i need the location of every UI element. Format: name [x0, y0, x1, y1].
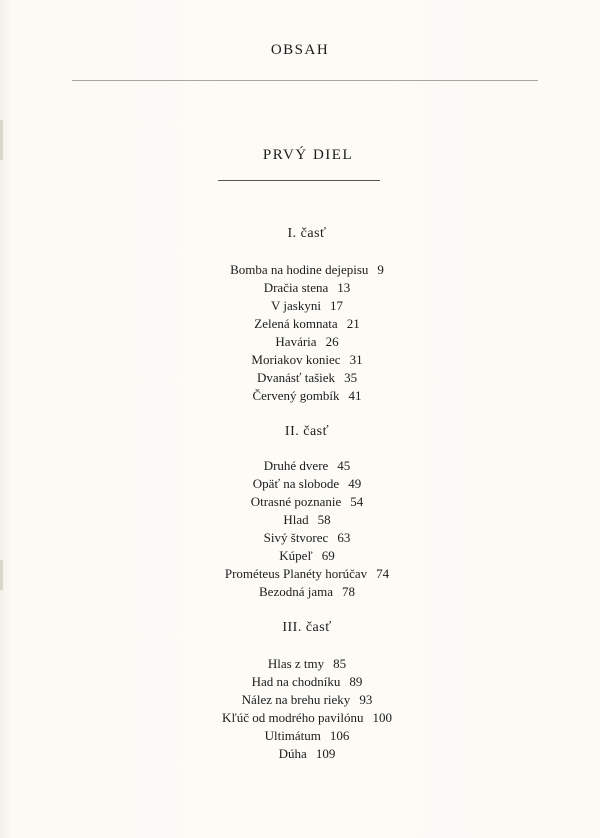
toc-entry — [0, 279, 600, 297]
entry-page-number: 54 — [350, 494, 364, 509]
entry-page-number: 78 — [342, 584, 355, 599]
title-divider — [72, 80, 538, 81]
toc-entry — [0, 745, 600, 763]
entry-title: Nález na brehu rieky — [241, 692, 351, 707]
entry-title: V jaskyni — [271, 298, 321, 313]
entry-page-number: 69 — [321, 548, 335, 563]
entry-title: Kľúč od modrého pavilónu — [222, 710, 364, 725]
toc-entry — [0, 475, 600, 493]
entry-page-number: 9 — [377, 262, 384, 277]
toc-entry — [0, 511, 600, 529]
entry-page-number: 21 — [346, 316, 360, 331]
entry-page-number: 17 — [329, 298, 343, 313]
entry-title: Hlad — [283, 512, 309, 527]
entry-page-number: 58 — [317, 512, 331, 527]
toc-entry — [0, 673, 600, 691]
volume-divider — [218, 180, 380, 181]
entry-page-number: 63 — [337, 530, 351, 545]
entry-title: Had na chodníku — [251, 674, 341, 689]
entry-title: Druhé dvere — [263, 458, 329, 473]
toc-entry — [0, 351, 600, 369]
entry-page-number: 45 — [337, 458, 351, 473]
entry-page-number: 41 — [348, 388, 362, 403]
entry-title: Bomba na hodine dejepisu — [230, 262, 369, 277]
toc-section-part-2 — [0, 457, 600, 601]
toc-entry — [0, 387, 600, 405]
entry-title: Dvanásť tašiek — [256, 370, 336, 385]
toc-entry — [0, 529, 600, 547]
entry-title: Prométeus Planéty horúčav — [224, 566, 368, 581]
entry-page-number: 85 — [333, 656, 347, 671]
entry-page-number: 35 — [344, 370, 358, 385]
entry-page-number: 109 — [315, 746, 336, 761]
part-heading: I. časť — [287, 226, 327, 241]
toc-entry — [0, 583, 600, 601]
entry-page-number: 26 — [325, 334, 339, 349]
entry-title: Dúha — [278, 746, 307, 761]
toc-entry — [0, 691, 600, 709]
entry-title: Havária — [275, 334, 317, 349]
entry-page-number: 31 — [349, 352, 363, 367]
entry-page-number: 13 — [337, 280, 351, 295]
toc-section-part-3 — [0, 655, 600, 763]
toc-entry — [0, 369, 600, 387]
toc-entry — [0, 655, 600, 673]
toc-entry — [0, 333, 600, 351]
entry-title: Bezodná jama — [259, 584, 333, 599]
entry-page-number: 100 — [372, 710, 392, 725]
entry-title: Dračia stena — [263, 280, 329, 295]
entry-title: Otrasné poznanie — [250, 494, 342, 509]
toc-entry — [0, 547, 600, 565]
entry-title: Moriakov koniec — [251, 352, 341, 367]
entry-title: Červený gombík — [252, 388, 340, 403]
entry-page-number: 106 — [329, 728, 350, 743]
toc-entry — [0, 261, 600, 279]
entry-title: Ultimátum — [264, 728, 321, 743]
toc-entry — [0, 727, 600, 745]
toc-entry — [0, 315, 600, 333]
toc-entry — [0, 709, 600, 727]
toc-entry — [0, 565, 600, 583]
toc-section-part-1 — [0, 261, 600, 405]
volume-heading: PRVÝ DIEL — [262, 147, 354, 163]
entry-title: Zelená komnata — [254, 316, 338, 331]
entry-title: Sivý štvorec — [263, 530, 329, 545]
entry-title: Hlas z tmy — [267, 656, 325, 671]
part-heading: II. časť — [284, 424, 330, 439]
toc-entry — [0, 457, 600, 475]
entry-title: Kúpeľ — [279, 548, 313, 563]
entry-page-number: 89 — [349, 674, 363, 689]
entry-page-number: 74 — [376, 566, 390, 581]
contents-title: OBSAH — [270, 42, 330, 58]
part-heading: III. časť — [282, 620, 332, 635]
toc-entry — [0, 493, 600, 511]
entry-title: Opäť na slobode — [252, 476, 340, 491]
toc-entry — [0, 297, 600, 315]
entry-page-number: 93 — [359, 692, 373, 707]
entry-page-number: 49 — [348, 476, 362, 491]
